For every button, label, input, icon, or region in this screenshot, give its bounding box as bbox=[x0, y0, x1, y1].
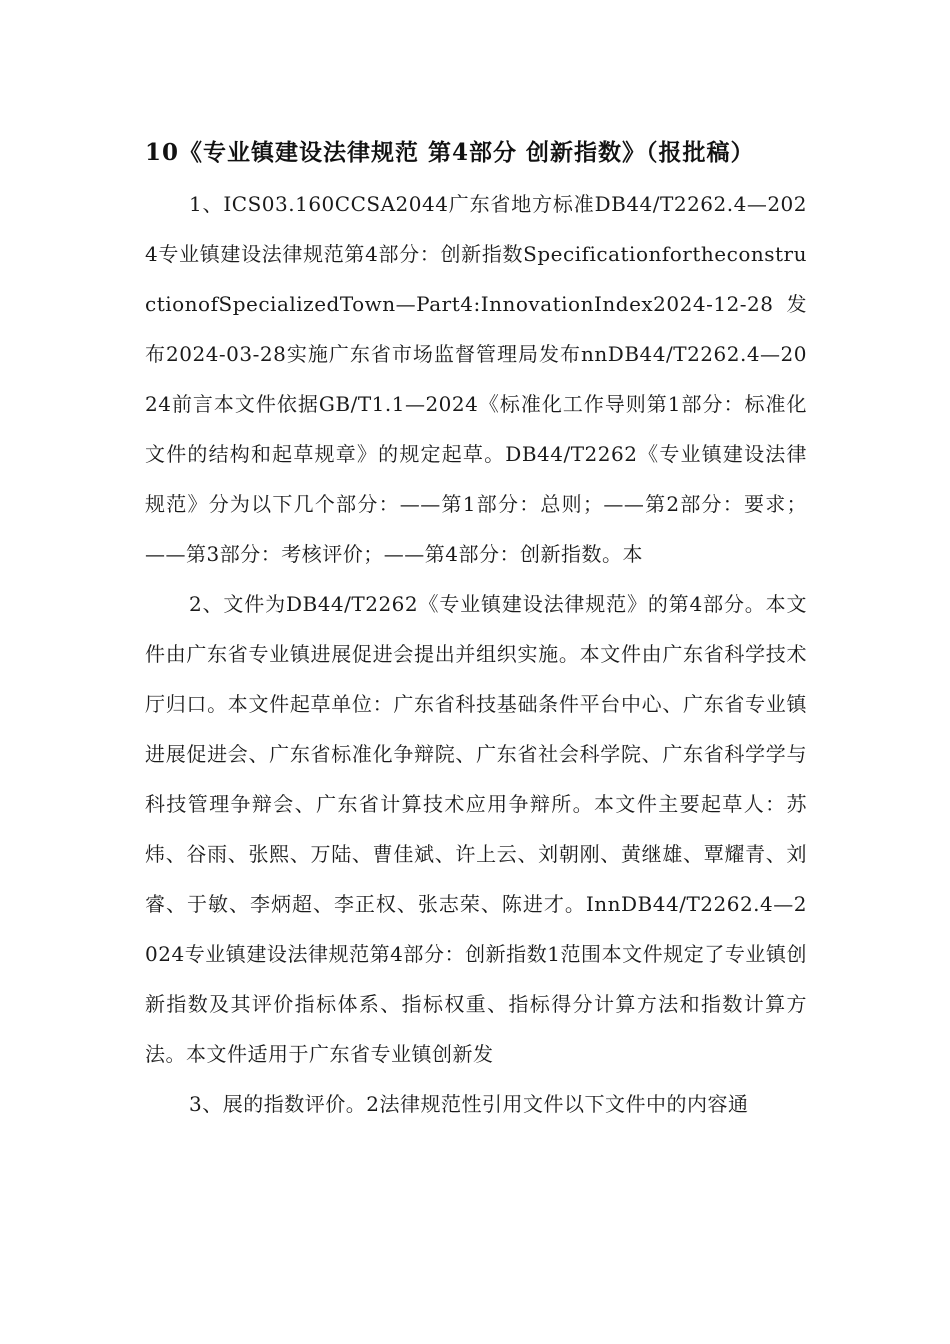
paragraph-1: 1、ICS03.160CCSA2044广东省地方标准DB44/T2262.4—2024专业镇建设法律规范第4部分：创新指数SpecificationfortheconstructionofSpecializedTown—Part4:InnovationIndex2024-12-28发布2024-03-28实施广东省市场监督管理局发布nnDB44/T2262.4—2024前言本文件依据GB/T1.1—2024《标准化工作导则第1部分：标准化文件的结构和起草规章》的规定起草。DB44/T2262《专业镇建设法律规范》分为以下几个部分：——第1部分：总则；——第2部分：要求；——第3部分：考核评价；——第4部分：创新指数。本 bbox=[145, 192, 807, 566]
paragraph-3: 3、展的指数评价。2法律规范性引用文件以下文件中的内容通 bbox=[189, 1092, 749, 1116]
paragraph-2: 2、文件为DB44/T2262《专业镇建设法律规范》的第4部分。本文件由广东省专业镇进展促进会提出并组织实施。本文件由广东省科学技术厅归口。本文件起草单位：广东省科技基础条件平台中心、广东省专业镇进展促进会、广东省标准化争辩院、广东省社会科学院、广东省科学学与科技管理争辩会、广东省计算技术应用争辩所。本文件主要起草人：苏炜、谷雨、张熙、万陆、曹佳斌、许上云、刘朝刚、黄继雄、覃耀青、刘睿、于敏、李炳超、李正权、张志荣、陈进才。InnDB44/T2262.4—2024专业镇建设法律规范第4部分：创新指数1范围本文件规定了专业镇创新指数及其评价指标体系、指标权重、指标得分计算方法和指数计算方法。本文件适用于广东省专业镇创新发 bbox=[145, 592, 807, 1066]
document-body bbox=[145, 132, 807, 1129]
document-title: 10《专业镇建设法律规范 第4部分 创新指数》（报批稿） bbox=[145, 139, 755, 166]
